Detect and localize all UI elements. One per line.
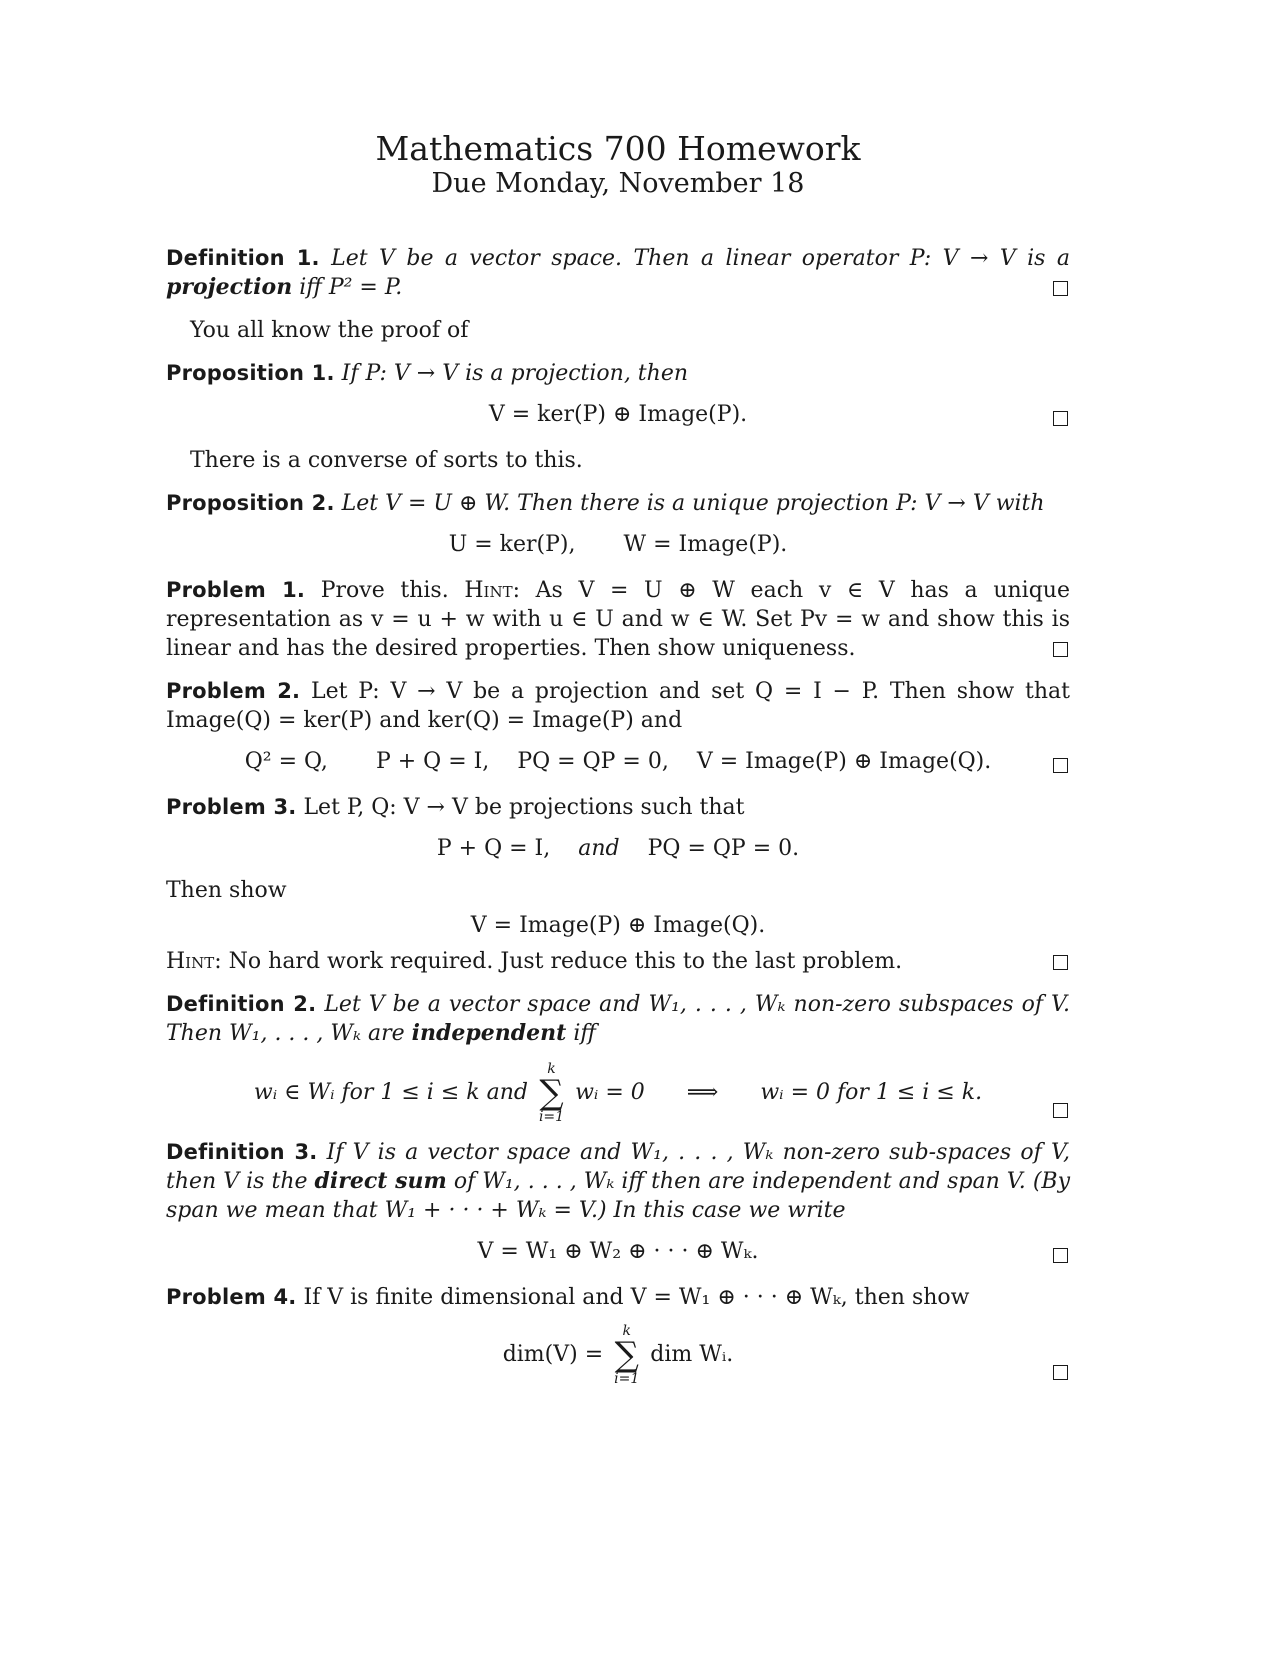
problem-3-text: Let P, Q: V → V be projections such that [303, 795, 745, 820]
problem-2-d1: Q² = Q, [244, 749, 328, 774]
qed-box [1053, 281, 1068, 296]
sum-upper-limit: k [622, 1323, 631, 1339]
definition-3-label: Definition 3. [166, 1140, 318, 1164]
definition-1-text-b: iff P² = P. [299, 275, 403, 300]
problem-3-hint-label: Hint: [166, 949, 222, 974]
definition-3-text-b: of W₁, . . . , Wₖ iff then are independent and span V. (By span we mean that W₁ + · · · + Wₖ = V.) In this case we write [166, 1169, 1070, 1223]
problem-4-d-left: dim(V) = [502, 1342, 604, 1367]
qed-box [1053, 1248, 1068, 1263]
definition-3-text-a: If V is a vector space and W₁, . . . , Wₖ non-zero sub-spaces of V, then V is the [166, 1140, 1070, 1194]
qed-box [1053, 955, 1068, 970]
definition-2-text-a: Let V be a vector space and W₁, . . . , Wₖ non-zero subspaces of V. Then W₁, . . . , Wₖ are [166, 992, 1071, 1046]
proposition-2 [166, 489, 1070, 562]
problem-3 [166, 793, 1070, 976]
implies-arrow: ⟹ [686, 1080, 719, 1105]
definition-2-d-left: wᵢ ∈ Wᵢ for 1 ≤ i ≤ k and [253, 1080, 528, 1105]
qed-box [1053, 1103, 1068, 1118]
problem-4-text: If V is finite dimensional and V = W₁ ⊕ · · · ⊕ Wₖ, then show [303, 1285, 970, 1310]
problem-2-d2: P + Q = I, [375, 749, 490, 774]
definition-2 [166, 990, 1070, 1124]
qed-box [1053, 1365, 1068, 1380]
problem-1-hint-label: Hint: [464, 578, 520, 603]
sum-lower-limit: i=1 [538, 1109, 565, 1125]
definition-2-display [166, 1062, 1070, 1124]
definition-3-term: direct sum [314, 1168, 447, 1194]
problem-3-display-and: and [578, 836, 620, 861]
homework-page [166, 130, 1070, 1400]
problem-1 [166, 576, 1070, 663]
definition-2-label: Definition 2. [166, 992, 317, 1016]
definition-1-term: projection [166, 274, 293, 300]
sum-upper-limit: k [547, 1061, 556, 1077]
sum-lower-limit: i=1 [614, 1371, 640, 1387]
problem-4-label: Problem 4. [166, 1285, 297, 1309]
summation [614, 1324, 639, 1386]
sum-sigma: ∑ [614, 1335, 639, 1375]
definition-2-term: independent [411, 1020, 567, 1046]
problem-3-then: Then show [166, 878, 287, 903]
page-title: Mathematics 700 Homework [375, 129, 861, 168]
problem-2 [166, 677, 1070, 779]
due-date: Due Monday, November 18 [431, 168, 805, 199]
proposition-1-label: Proposition 1. [166, 361, 335, 385]
problem-3-label: Problem 3. [166, 795, 297, 819]
problem-2-text: Let P: V → V be a projection and set Q = I − P. Then show that Image(Q) = ker(P) and ker(Q) = Image(P) and [166, 679, 1071, 733]
problem-4-display [166, 1324, 1070, 1386]
definition-2-d-right: wᵢ = 0 for 1 ≤ i ≤ k. [760, 1080, 983, 1105]
definition-2-text-b: iff [573, 1021, 596, 1046]
proposition-2-text: Let V = U ⊕ W. Then there is a unique projection P: V → V with [341, 491, 1045, 516]
intro-2 [166, 446, 1070, 475]
problem-2-d4: V = Image(P) ⊕ Image(Q). [696, 749, 992, 774]
definition-1-label: Definition 1. [166, 246, 320, 270]
proposition-1 [166, 359, 1070, 432]
summation [539, 1062, 564, 1124]
problem-2-label: Problem 2. [166, 679, 301, 703]
definition-1 [166, 244, 1070, 302]
qed-box [1053, 642, 1068, 657]
proposition-2-display [166, 528, 1070, 562]
intro-2-text: There is a converse of sorts to this. [190, 448, 583, 473]
definition-3 [166, 1138, 1070, 1269]
problem-4 [166, 1283, 1070, 1386]
proposition-2-display-a: U = ker(P), [448, 532, 576, 557]
definition-1-text-a: Let V be a vector space. Then a linear operator P: V → V is a [331, 246, 1071, 271]
problem-3-display-a: P + Q = I, [436, 836, 551, 861]
problem-3-display-b: PQ = QP = 0. [647, 836, 800, 861]
problem-3-display [166, 832, 1070, 866]
definition-3-display: V = W₁ ⊕ W₂ ⊕ · · · ⊕ Wₖ. [477, 1239, 759, 1264]
proposition-2-label: Proposition 2. [166, 491, 335, 515]
proposition-1-text: If P: V → V is a projection, then [341, 361, 689, 386]
intro-1-text: You all know the proof of [190, 318, 469, 343]
qed-box [1053, 411, 1068, 426]
proposition-2-display-b: W = Image(P). [623, 532, 788, 557]
qed-box [1053, 758, 1068, 773]
problem-2-display [166, 745, 1070, 779]
problem-1-text-b: As V = U ⊕ W each v ∈ V has a unique representation as v = u + w with u ∈ U and w ∈ W. Set Pv = w and show this is linear and has the desired properties. Then show uniqueness. [166, 578, 1070, 661]
sum-sigma: ∑ [539, 1073, 564, 1113]
problem-1-label: Problem 1. [166, 578, 306, 602]
problem-2-d3: PQ = QP = 0, [517, 749, 669, 774]
problem-3-display-2: V = Image(P) ⊕ Image(Q). [470, 913, 766, 938]
proposition-1-display: V = ker(P) ⊕ Image(P). [488, 402, 748, 427]
problem-4-d-right: dim Wᵢ. [650, 1342, 734, 1367]
problem-3-hint-text: No hard work required. Just reduce this to the last problem. [228, 949, 903, 974]
definition-2-d-sum: wᵢ = 0 [575, 1080, 645, 1105]
problem-1-text-a: Prove this. [320, 578, 449, 603]
intro-1 [166, 316, 1070, 345]
